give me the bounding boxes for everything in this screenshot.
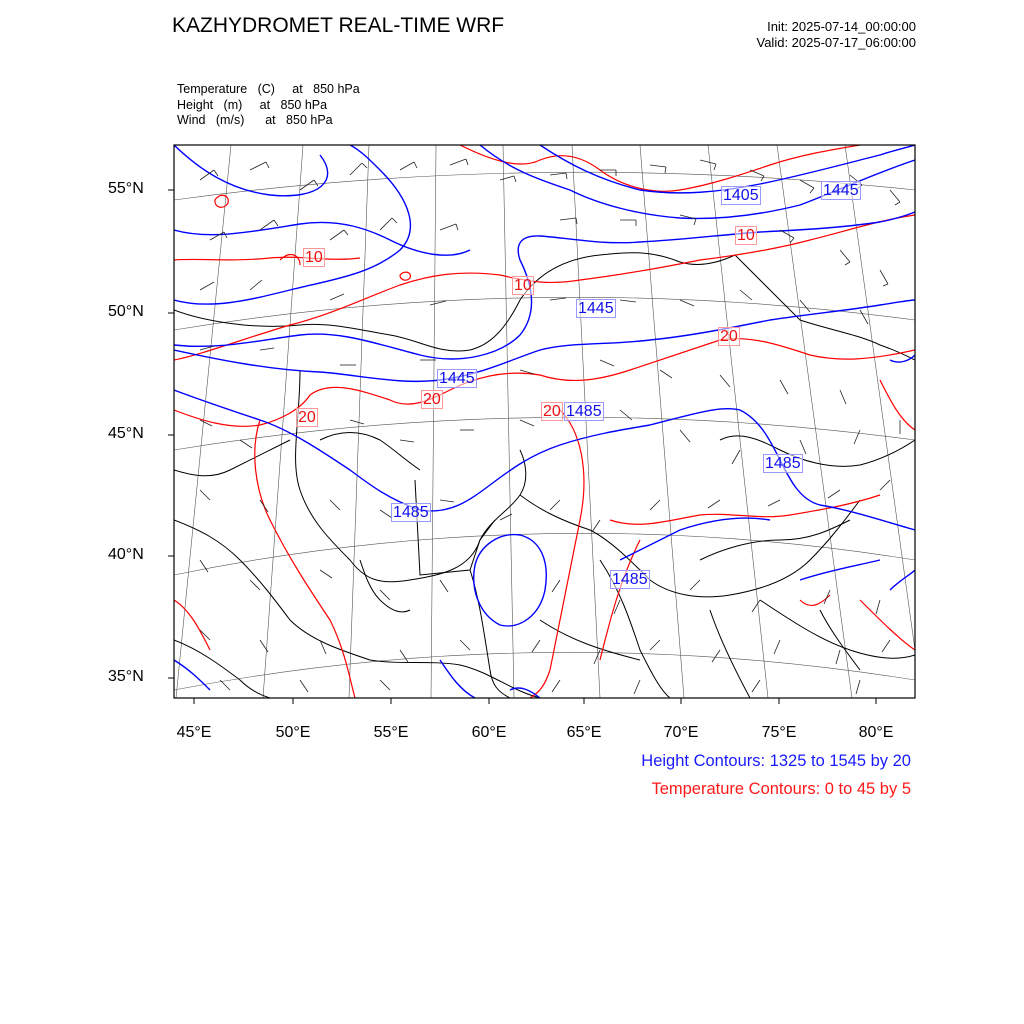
country-borders bbox=[174, 253, 915, 698]
height-contours bbox=[174, 145, 915, 698]
lon-label: 80°E bbox=[858, 724, 894, 741]
lat-label: 40°N bbox=[108, 546, 144, 563]
height-contour-label: 1485 bbox=[765, 455, 801, 472]
temperature-contour-label: 10 bbox=[737, 227, 755, 244]
field-wind: Wind (m/s) at 850 hPa bbox=[177, 113, 333, 127]
height-legend: Height Contours: 1325 to 1545 by 20 bbox=[641, 752, 911, 770]
field-height: Height (m) at 850 hPa bbox=[177, 97, 328, 112]
height-contour-label: 1445 bbox=[823, 182, 859, 199]
page-title: KAZHYDROMET REAL-TIME WRF bbox=[172, 14, 505, 37]
axis-ticks bbox=[168, 190, 876, 704]
lat-label: 55°N bbox=[108, 180, 144, 197]
lat-label: 35°N bbox=[108, 668, 144, 685]
temperature-contours bbox=[174, 145, 915, 698]
lon-label: 55°E bbox=[373, 724, 409, 741]
temperature-legend: Temperature Contours: 0 to 45 by 5 bbox=[651, 780, 911, 798]
temperature-contour-label: 10 bbox=[305, 249, 323, 266]
height-contour-label: 1445 bbox=[578, 300, 614, 317]
lon-label: 75°E bbox=[761, 724, 797, 741]
temperature-contour-label: 20 bbox=[423, 391, 441, 408]
map-frame bbox=[174, 145, 915, 698]
lat-label: 50°N bbox=[108, 303, 144, 320]
lon-label: 45°E bbox=[176, 724, 212, 741]
lon-label: 50°E bbox=[275, 724, 311, 741]
height-contour-label: 1445 bbox=[439, 370, 475, 387]
height-contour-label: 1485 bbox=[612, 571, 648, 588]
temperature-contour-label: 20 bbox=[720, 328, 738, 345]
field-temperature: Temperature (C) at 850 hPa bbox=[177, 82, 360, 96]
height-contour-label: 1485 bbox=[566, 403, 602, 420]
lon-label: 70°E bbox=[663, 724, 699, 741]
height-contour-label: 1405 bbox=[723, 187, 759, 204]
lon-label: 60°E bbox=[471, 724, 507, 741]
temperature-contour-label: 10 bbox=[514, 277, 532, 294]
lon-label: 65°E bbox=[566, 724, 602, 741]
valid-time: Valid: 2025-07-17_06:00:00 bbox=[756, 35, 916, 50]
temperature-contour-label: 20 bbox=[298, 409, 316, 426]
init-time: Init: 2025-07-14_00:00:00 bbox=[767, 19, 916, 34]
graticule bbox=[174, 145, 915, 698]
lat-label: 45°N bbox=[108, 425, 144, 442]
temperature-contour-label: 20 bbox=[543, 403, 561, 420]
height-contour-label: 1485 bbox=[393, 504, 429, 521]
